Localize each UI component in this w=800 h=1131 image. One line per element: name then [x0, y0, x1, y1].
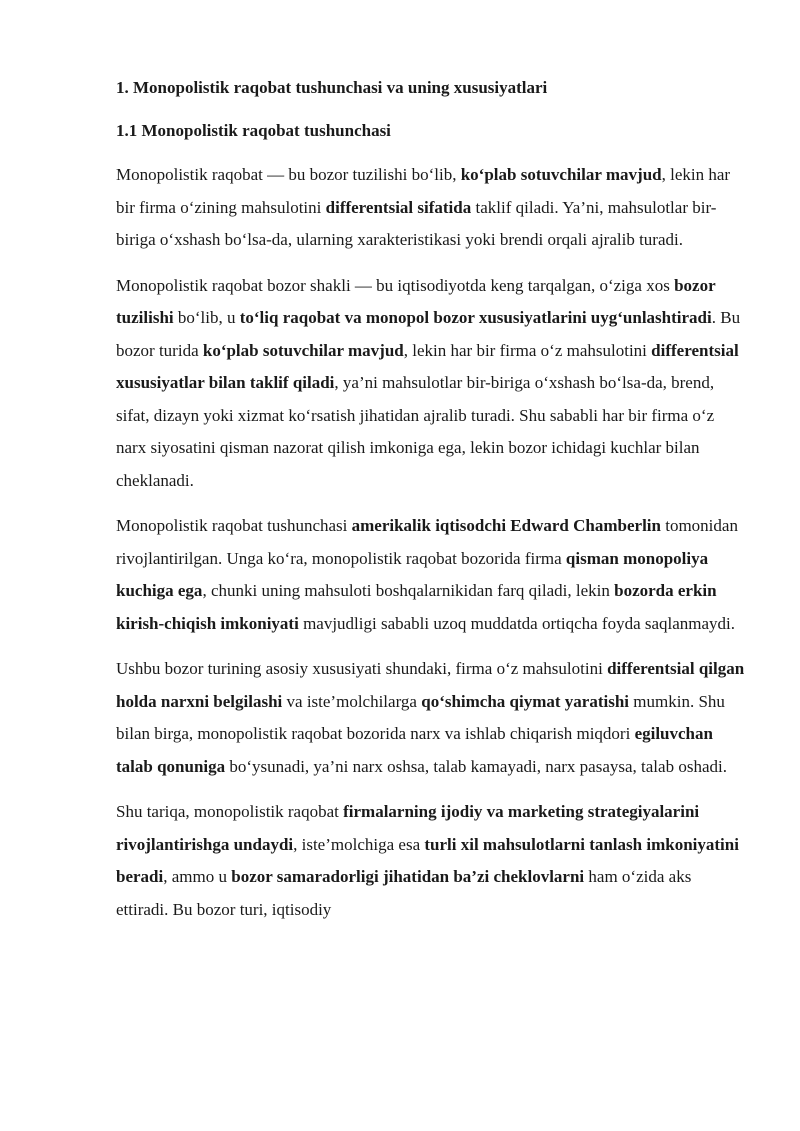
text-run: , iste’molchiga esa: [293, 834, 425, 854]
body-paragraph: [116, 159, 746, 257]
bold-text: qo‘shimcha qiymat yaratishi: [421, 691, 630, 711]
text-run: , chunki uning mahsuloti boshqalarnikidan farq qiladi, lekin: [202, 581, 615, 600]
text-run: tomonidan rivojlantirilgan. Unga ko‘ra, monopolistik raqobat bozorida firma: [116, 516, 738, 568]
text-run: mavjudligi sababli uzoq muddatda ortiqcha foyda saqlanmaydi.: [298, 613, 736, 633]
document-body: [116, 72, 746, 939]
body-paragraph: [116, 653, 746, 783]
text-run: Shu tariqa, monopolistik raqobat: [116, 802, 344, 821]
bold-text: firmalarning ijodiy va marketing strategiyalarini rivojlantirishga undaydi: [116, 802, 700, 854]
paragraph-list: [116, 159, 746, 926]
body-paragraph: [116, 796, 746, 926]
subsection-heading: 1.1 Monopolistik raqobat tushunchasi: [116, 121, 391, 140]
bold-text: bozorda erkin kirish-chiqish imkoniyati: [116, 581, 717, 633]
section-heading: 1. Monopolistik raqobat tushunchasi va uning xususiyatlari: [116, 78, 548, 97]
text-run: ham o‘zida aks ettiradi. Bu bozor turi, iqtisodiy: [116, 867, 692, 919]
text-run: Monopolistik raqobat bozor shakli — bu iqtisodiyotda keng tarqalgan, o‘ziga xos: [116, 275, 675, 295]
text-run: , lekin har bir firma o‘zining mahsulotini: [116, 165, 731, 217]
bold-text: bozor tuzilishi: [116, 275, 716, 327]
text-run: taklif qiladi. Ya’ni, mahsulotlar bir-biriga o‘xshash bo‘lsa-da, ularning xarakteristikasi yoki brendi orqali ajralib turadi.: [116, 197, 717, 249]
text-run: , ya’ni mahsulotlar bir-biriga o‘xshash bo‘lsa-da, brend, sifat, dizayn yoki xizmat ko‘rsatish jihatidan ajralib turadi. Shu sababli har bir firma o‘z narx siyosatini qisman nazorat qilish imkoniga ega, lekin bozor ichidagi kuchlar bilan cheklanadi.: [116, 373, 715, 490]
body-paragraph: [116, 510, 746, 640]
text-run: Monopolistik raqobat tushunchasi: [116, 516, 352, 535]
text-run: . Bu bozor turida: [116, 308, 741, 360]
bold-text: turli xil mahsulotlarni tanlash imkoniyatini beradi: [116, 834, 739, 886]
bold-text: to‘liq raqobat va monopol bozor xususiyatlarini uyg‘unlashtiradi: [239, 308, 712, 327]
text-run: Ushbu bozor turining asosiy xususiyati shundaki, firma o‘z mahsulotini: [116, 659, 608, 678]
bold-text: bozor samaradorligi jihatidan ba’zi cheklovlarni: [231, 867, 585, 886]
bold-text: differentsial xususiyatlar bilan taklif qiladi: [116, 340, 739, 392]
text-run: bo‘lib, u: [173, 308, 240, 327]
bold-text: egiluvchan talab qonuniga: [116, 724, 713, 776]
bold-text: ko‘plab sotuvchilar mavjud: [460, 165, 662, 184]
text-run: bo‘ysunadi, ya’ni narx oshsa, talab kamayadi, narx pasaysa, talab oshadi.: [225, 756, 727, 776]
bold-text: differentsial sifatida: [325, 197, 472, 217]
text-run: mumkin. Shu bilan birga, monopolistik raqobat bozorida narx va ishlab chiqarish miqdori: [116, 691, 725, 743]
text-run: , ammo u: [163, 867, 232, 886]
bold-text: qisman monopoliya kuchiga ega: [116, 548, 709, 600]
body-paragraph: [116, 270, 746, 498]
text-run: Monopolistik raqobat — bu bozor tuzilishi bo‘lib,: [116, 165, 461, 184]
bold-text: differentsial qilgan holda narxni belgilashi: [116, 659, 745, 711]
bold-text: amerikalik iqtisodchi Edward Chamberlin: [351, 516, 661, 535]
text-run: , lekin har bir firma o‘z mahsulotini: [403, 340, 652, 360]
text-run: va iste’molchilarga: [282, 691, 422, 711]
bold-text: ko‘plab sotuvchilar mavjud: [202, 340, 404, 360]
